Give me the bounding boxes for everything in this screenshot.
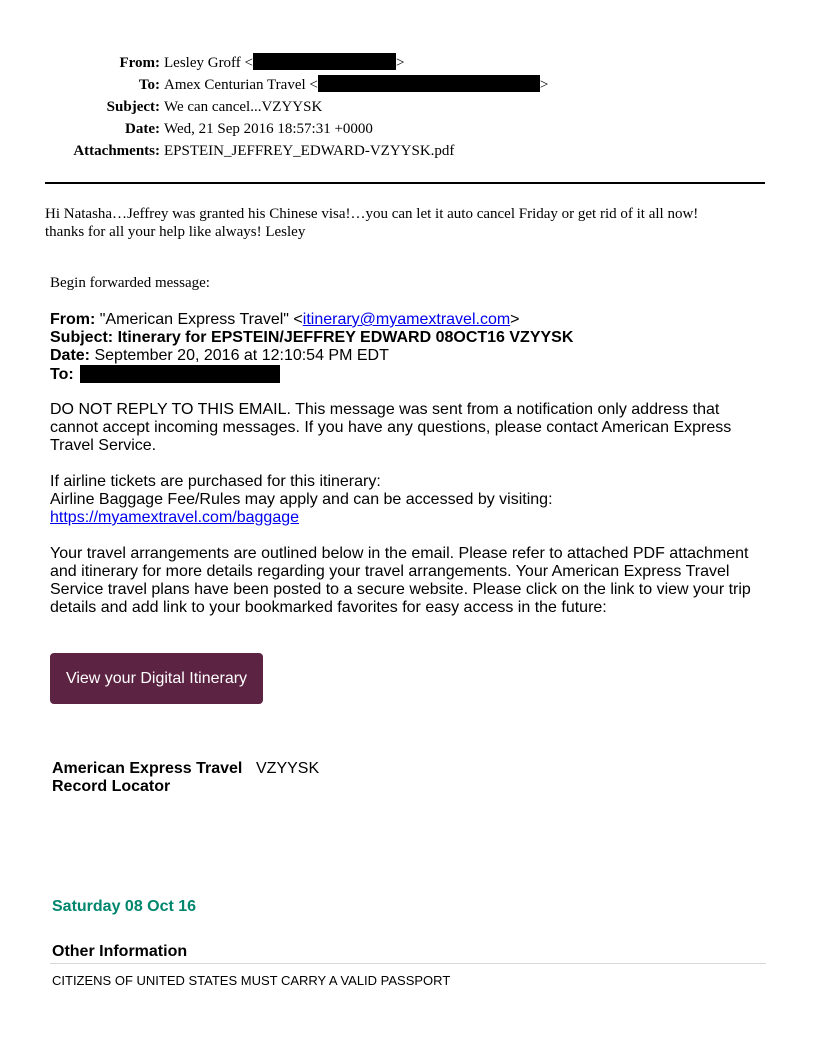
forward-from-row [50,311,766,329]
baggage-paragraph [50,473,766,527]
begin-forwarded-label: Begin forwarded message: [50,275,210,291]
passport-notice: CITIZENS OF UNITED STATES MUST CARRY A VALID PASSPORT [52,973,451,988]
subject-label: Subject: [106,99,160,115]
forward-from-email-link[interactable]: itinerary@myamextravel.com [302,311,511,328]
to-label: To: [138,77,160,93]
from-label: From: [119,55,160,71]
trip-date-heading: Saturday 08 Oct 16 [52,898,197,915]
other-information-divider [50,963,766,964]
forward-from-label: From: [50,311,96,328]
from-bracket: > [396,55,405,71]
to-bracket: > [539,77,549,93]
to-name: Amex Centurian Travel < [164,77,318,93]
date-label: Date: [125,121,160,137]
attachment-filename[interactable]: EPSTEIN_JEFFREY_EDWARD-VZYYSK.pdf [164,143,455,159]
header-divider [45,182,765,184]
date-text: Wed, 21 Sep 2016 18:57:31 +0000 [164,121,373,137]
redacted-email-block [253,53,396,70]
arrangements-paragraph: Your travel arrangements are outlined below in the email. Please refer to attached PDF attachment and itinerary for more details regarding your travel arrangements. Your American Express Travel Service travel plans have been posted to a secure website. Please click on the link to view your trip details and add link to your bookmarked favorites for easy access in the future: [50,545,751,616]
attachments-label: Attachments: [73,143,160,159]
intro-message [45,205,765,241]
header-attachments-row [0,140,700,162]
header-subject-row [0,96,700,118]
record-locator-label-line-1: American Express Travel [52,760,243,777]
view-digital-itinerary-button[interactable]: View your Digital Itinerary [50,653,263,704]
record-locator-value: VZYYSK [256,760,320,777]
tickets-line-1: If airline tickets are purchased for this itinerary: [50,473,381,490]
forward-date-row [50,347,766,365]
other-information-heading: Other Information [52,943,188,960]
intro-line-1: Hi Natasha…Jeffrey was granted his Chinese visa!…you can let it auto cancel Friday or get rid of it all now! [45,206,699,222]
no-reply-notice: DO NOT REPLY TO THIS EMAIL. This message was sent from a notification only address that cannot accept incoming messages. If you have any questions, please contact American Express Travel Service. [50,401,732,454]
forward-to-row [50,365,766,384]
baggage-link[interactable]: https://myamextravel.com/baggage [50,509,300,526]
from-name: Lesley Groff < [164,55,253,71]
redacted-recipient-block [80,365,280,383]
forward-to-label: To: [50,366,74,383]
header-from-row [0,52,700,74]
header-date-row [0,118,700,140]
forward-subject-label: Subject: [50,329,114,346]
record-locator-label [52,760,242,796]
forward-date-text: September 20, 2016 at 12:10:54 PM EDT [94,347,389,364]
intro-line-2: thanks for all your help like always! Lesley [45,224,306,240]
subject-text: We can cancel...VZYYSK [164,99,323,115]
tickets-line-2: Airline Baggage Fee/Rules may apply and can be accessed by visiting: [50,491,553,508]
redacted-email-block [318,75,540,92]
record-locator-label-line-2: Record Locator [52,778,171,795]
forward-from-bracket: > [510,311,520,328]
forward-date-label: Date: [50,347,91,364]
forward-from-name: "American Express Travel" < [99,311,303,328]
forward-subject-text: Itinerary for EPSTEIN/JEFFREY EDWARD 08OCT16 VZYYSK [117,329,574,346]
forward-subject-row [50,329,766,347]
header-to-row [0,74,700,96]
